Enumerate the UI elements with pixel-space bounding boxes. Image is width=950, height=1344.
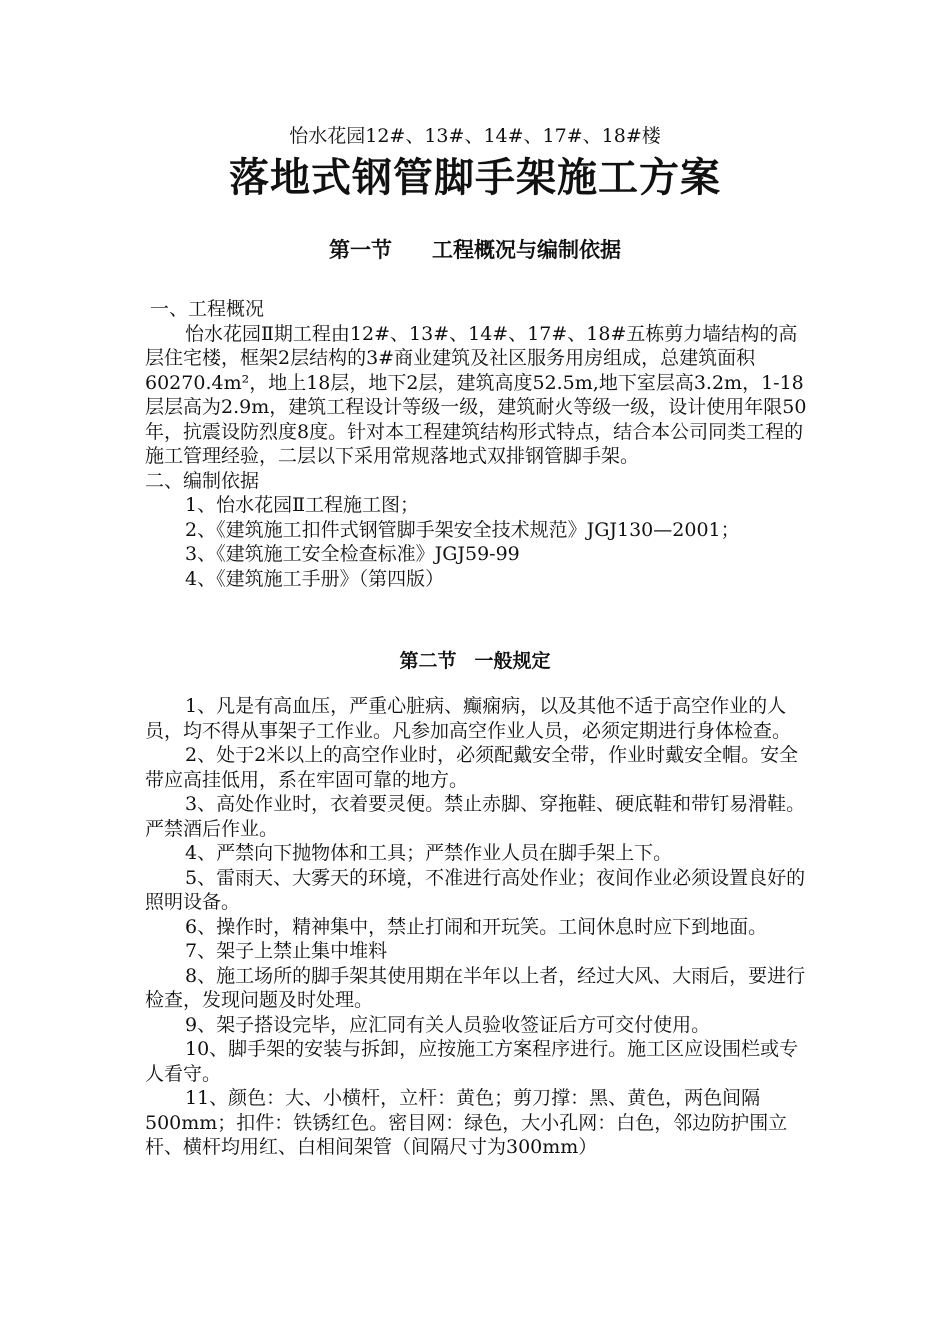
- section-1-body: [145, 297, 810, 591]
- basis-item: 3、《建筑施工安全检查标准》JGJ59-99: [185, 543, 520, 565]
- basis-item: 2、《建筑施工扣件式钢管脚手架安全技术规范》JGJ130—2001；: [185, 518, 740, 541]
- rule-item: 10、脚手架的安装与拆卸，应按施工方案程序进行。施工区应设围栏或专人看守。: [145, 1038, 799, 1085]
- basis-heading: 二、编制依据: [145, 469, 260, 492]
- basis-item: 4、《建筑施工手册》（第四版）: [185, 567, 445, 590]
- document-title: 落地式钢管脚手架施工方案: [229, 155, 721, 201]
- rule-item: 11、颜色：大、小横杆，立杆：黄色；剪刀撑：黑、黄色，两色间隔500mm；扣件：铁锈红色。密目网：绿色，大小孔网：白色，邻边防护围立杆、横杆均用红、白相间架管（间隔尺寸为300mm）: [145, 1087, 788, 1158]
- rule-item: 2、处于2米以上的高空作业时，必须配戴安全带，作业时戴安全帽。安全带应高挂低用，系在牢固可靠的地方。: [145, 744, 799, 791]
- project-overview-paragraph: 怡水花园Ⅱ期工程由12#、13#、14#、17#、18#五栋剪力墙结构的高层住宅楼，框架2层结构的3#商业建筑及社区服务用房组成，总建筑面积60270.4m²，地上18层，地下2层，建筑高度52.5m,地下室层高3.2m，1-18层层高为2.9m，建筑工程设计等级一级，建筑耐火等级一级，设计使用年限50年，抗震设防烈度8度。针对本工程建筑结构形式特点，结合本公司同类工程的施工管理经验，二层以下采用常规落地式双排钢管脚手架。: [145, 322, 807, 467]
- rule-item: 1、凡是有高血压，严重心脏病、癫痫病，以及其他不适于高空作业的人员，均不得从事架子工作业。凡参加高空作业人员，必须定期进行身体检查。: [145, 695, 792, 742]
- rule-item: 5、雷雨天、大雾天的环境，不准进行高处作业；夜间作业必须设置良好的照明设备。: [145, 866, 806, 913]
- section-1-name: 工程概况与编制依据: [432, 238, 621, 262]
- document-subtitle: 怡水花园12#、13#、14#、17#、18#楼: [289, 125, 661, 147]
- rule-item: 6、操作时，精神集中，禁止打闹和开玩笑。工间休息时应下到地面。: [185, 915, 768, 938]
- rule-item: 3、高处作业时，衣着要灵便。禁止赤脚、穿拖鞋、硬底鞋和带钉易滑鞋。严禁酒后作业。: [145, 793, 806, 840]
- section-2-name: 一般规定: [474, 650, 551, 672]
- section-1-title: [0, 237, 950, 263]
- rule-item: 8、施工场所的脚手架其使用期在半年以上者，经过大风、大雨后，要进行检查，发现问题及时处理。: [145, 964, 806, 1011]
- section-2-number: 第二节: [399, 650, 457, 672]
- basis-item: 1、怡水花园Ⅱ工程施工图；: [185, 494, 420, 516]
- rule-item: 4、严禁向下抛物体和工具；严禁作业人员在脚手架上下。: [185, 842, 673, 864]
- rule-item: 7、架子上禁止集中堆料: [185, 940, 388, 962]
- section-1-number: 第一节: [329, 238, 392, 262]
- section-2-title: [0, 648, 950, 674]
- project-overview-heading: 一、工程概况: [150, 298, 265, 320]
- rule-item: 9、架子搭设完毕，应汇同有关人员验收签证后方可交付使用。: [185, 1013, 711, 1036]
- general-rules-list: [145, 694, 810, 1160]
